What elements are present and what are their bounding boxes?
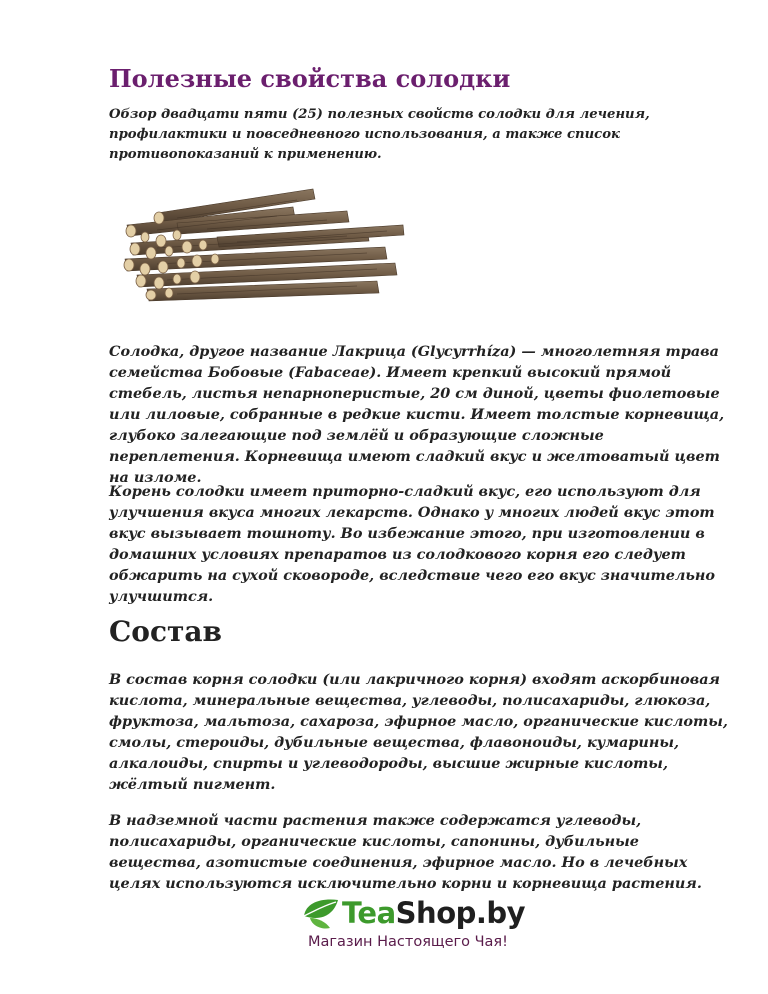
teashop-logo[interactable] xyxy=(300,896,532,956)
composition-paragraph: В состав корня солодки (или лакричного корня) входят аскорбиновая кислота, минеральные вещества, углеводы, полисахариды, глюкоза, фруктоза, мальтоза, сахароза, эфирное масло, органические кислоты, смолы, стероиды, дубильные вещества, флавоноиды, кумарины, алкалоиды, спирты и углеводороды, высшие жирные кислоты, жёлтый пигмент. xyxy=(109,671,728,793)
aerial-parts-paragraph: В надземной части растения также содержатся углеводы, полисахариды, органические кислоты, сапонины, дубильные вещества, азотистые соединения, эфирное масло. Но в лечебных целях используются исключительно корни и корневища растения. xyxy=(109,812,702,892)
taste-paragraph: Корень солодки имеет приторно-сладкий вкус, его используют для улучшения вкуса многих лекарств. Однако у многих людей вкус этот вкус вызывает тошноту. Во избежание этого, при изготовлении в домашних условиях препаратов из солодкового корня его следует обжарить на сухой сковороде, вследствие чего его вкус значительно улучшится. xyxy=(109,483,715,605)
description-paragraph: Солодка, другое название Лакрица (Glycyrrhíza) — многолетняя трава семейства Бобовые (Fabaceae). Имеет крепкий высокий прямой стебель, листья непарноперистые, 20 см диной, цветы фиолетовые или лиловые, собранные в редкие кисти. Имеет толстые корневища, глубоко залегающие под землёй и образующие сложные переплетения. Корневища имеют сладкий вкус и желтоватый цвет на изломе. xyxy=(109,343,725,486)
logo-tagline: Магазин Настоящего Чая! xyxy=(308,934,508,950)
page-subtitle: Обзор двадцати пяти (25) полезных свойств солодки для лечения, профилактики и повседневного использования, а также список противопоказаний к применению. xyxy=(109,107,650,162)
section-heading: Состав xyxy=(109,615,222,648)
leaf-icon xyxy=(300,896,344,932)
licorice-roots-illustration xyxy=(117,185,405,303)
page-title: Полезные свойства солодки xyxy=(109,64,511,93)
logo-brand-part1: Tea xyxy=(342,896,396,930)
logo-brand-part2: Shop.by xyxy=(395,896,526,930)
logo-brand xyxy=(342,896,525,930)
